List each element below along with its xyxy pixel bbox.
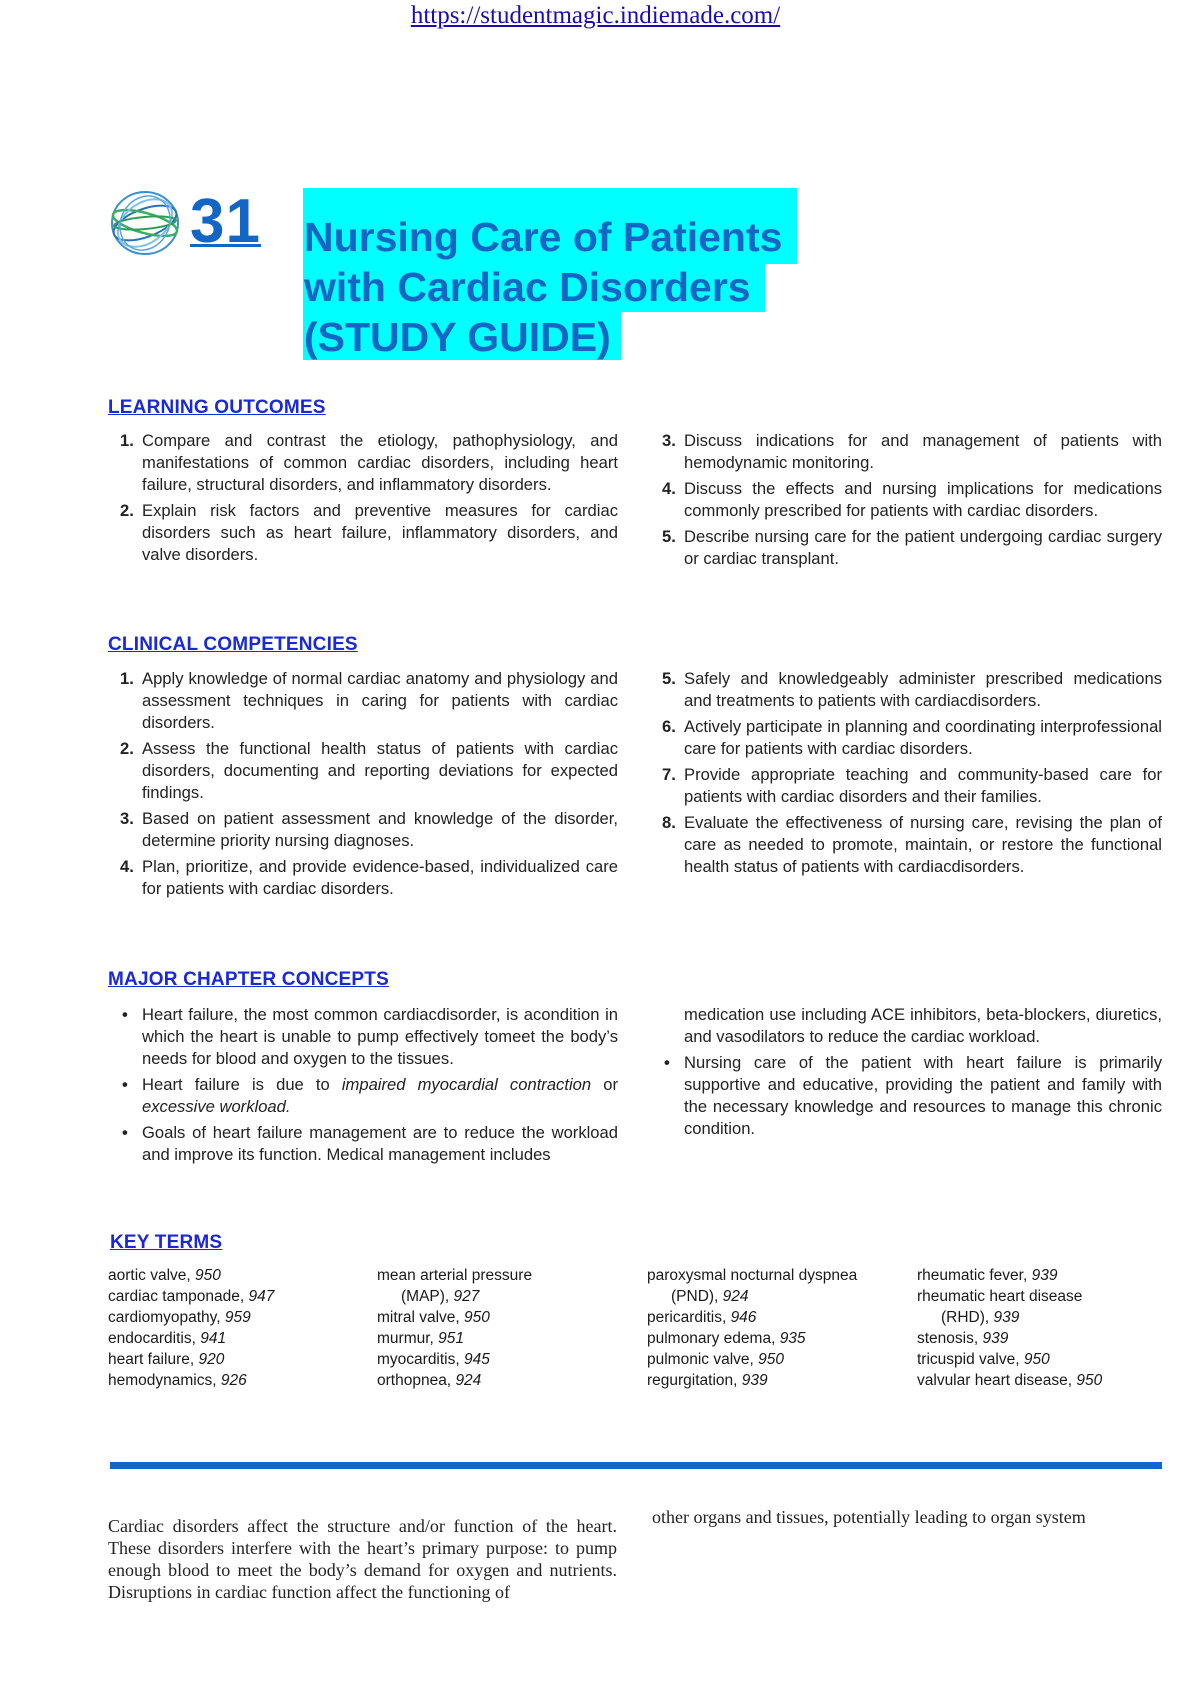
outcome-number: 2.	[120, 501, 134, 520]
concept-text: Goals of heart failure management are to reduce the workload and improve its function. Medical management includes	[142, 1123, 618, 1164]
bullet-icon: •	[664, 1053, 670, 1072]
competency-item	[652, 764, 1162, 808]
key-terms-column-2	[377, 1265, 637, 1391]
clinical-competencies-heading[interactable]: CLINICAL COMPETENCIES	[108, 634, 358, 655]
outcome-item	[652, 430, 1162, 474]
key-term: paroxysmal nocturnal dyspnea	[647, 1267, 858, 1284]
intro-paragraph-left: Cardiac disorders affect the structure and/or function of the heart. These disorders interfere with the heart’s primary purpose: to pump enough blood to meet the body’s demand for oxygen and nutrients. Disruptions in cardiac function affect the functioning of	[108, 1516, 617, 1602]
key-term: hemodynamics, 926	[108, 1372, 247, 1389]
concept-bullet-item	[110, 1074, 618, 1118]
concept-emphasis: excessive workload.	[142, 1097, 291, 1116]
key-term: stenosis, 939	[917, 1330, 1009, 1347]
outcome-text: Discuss indications for and management of patients with hemodynamic monitoring.	[684, 431, 1162, 472]
competency-text: Evaluate the effectiveness of nursing care, revising the plan of care as needed to promote, maintain, or restore the functional health status of patients with cardiacdisorders.	[684, 813, 1162, 876]
outcome-number: 1.	[120, 431, 134, 450]
key-term: (MAP), 927	[401, 1288, 480, 1305]
chapter-title-line: (STUDY GUIDE)	[304, 314, 611, 360]
chapter-title-line: with Cardiac Disorders	[304, 264, 751, 310]
competencies-right-column	[652, 668, 1162, 882]
outcome-text: Discuss the effects and nursing implications for medications commonly prescribed for patients with cardiac disorders.	[684, 479, 1162, 520]
key-terms-column-3	[647, 1265, 907, 1391]
competency-number: 4.	[120, 857, 134, 876]
key-term: pulmonic valve, 950	[647, 1351, 785, 1368]
concept-text: Nursing care of the patient with heart failure is primarily supportive and educative, providing the patient and family with the necessary knowledge and resources to manage this chronic condition.	[684, 1053, 1162, 1138]
key-terms-column-4	[917, 1265, 1162, 1391]
key-term: (RHD), 939	[941, 1309, 1020, 1326]
key-term: pulmonary edema, 935	[647, 1330, 806, 1347]
key-term: (PND), 924	[671, 1288, 749, 1305]
bullet-icon: •	[122, 1005, 128, 1024]
concept-text: Heart failure, the most common cardiacdisorder, is acondition in which the heart is unable to pump effectively tomeet the body’s needs for blood and oxygen to the tissues.	[142, 1005, 618, 1068]
key-term: mitral valve, 950	[377, 1309, 490, 1326]
key-term: cardiomyopathy, 959	[108, 1309, 251, 1326]
key-term: mean arterial pressure	[377, 1267, 533, 1284]
outcome-number: 3.	[662, 431, 676, 450]
competency-number: 6.	[662, 717, 676, 736]
competency-text: Assess the functional health status of patients with cardiac disorders, documenting and reporting deviations for expected findings.	[142, 739, 618, 802]
concept-text: Heart failure is due to	[142, 1075, 342, 1094]
key-term: pericarditis, 946	[647, 1309, 757, 1326]
intro-paragraph-right: other organs and tissues, potentially leading to organ system	[652, 1507, 1086, 1527]
key-term: murmur, 951	[377, 1330, 465, 1347]
chapter-globe-logo-icon	[110, 188, 180, 258]
competencies-left-column	[110, 668, 618, 904]
outcome-number: 5.	[662, 527, 676, 546]
key-term: endocarditis, 941	[108, 1330, 227, 1347]
key-term: aortic valve, 950	[108, 1267, 221, 1284]
section-divider	[110, 1462, 1162, 1469]
outcome-item	[652, 478, 1162, 522]
concept-continuation	[652, 1004, 1162, 1048]
competency-number: 1.	[120, 669, 134, 688]
competency-item	[652, 668, 1162, 712]
competency-item	[110, 808, 618, 852]
key-term: cardiac tamponade, 947	[108, 1288, 275, 1305]
key-terms-column-1	[108, 1265, 368, 1391]
chapter-title	[304, 212, 782, 362]
concept-text: medication use including ACE inhibitors, beta-blockers, diuretics, and vasodilators to reduce the cardiac workload.	[684, 1005, 1162, 1046]
key-term: valvular heart disease, 950	[917, 1372, 1103, 1389]
competency-number: 2.	[120, 739, 134, 758]
outcome-item	[110, 430, 618, 496]
concept-bullet-item	[652, 1052, 1162, 1140]
competency-number: 5.	[662, 669, 676, 688]
learning-outcomes-right-column	[652, 430, 1162, 574]
competency-number: 8.	[662, 813, 676, 832]
competency-text: Plan, prioritize, and provide evidence-based, individualized care for patients with cardiac disorders.	[142, 857, 618, 898]
concept-bullet-item	[110, 1004, 618, 1070]
major-concepts-heading[interactable]: MAJOR CHAPTER CONCEPTS	[108, 969, 389, 990]
competency-text: Provide appropriate teaching and community-based care for patients with cardiac disorders and their families.	[684, 765, 1162, 806]
outcome-text: Compare and contrast the etiology, pathophysiology, and manifestations of common cardiac disorders, including heart failure, structural disorders, and inflammatory disorders.	[142, 431, 618, 494]
learning-outcomes-left-column	[110, 430, 618, 570]
competency-text: Apply knowledge of normal cardiac anatomy and physiology and assessment techniques in caring for patients with cardiac disorders.	[142, 669, 618, 732]
competency-item	[652, 716, 1162, 760]
key-term: rheumatic fever, 939	[917, 1267, 1058, 1284]
concepts-left-column	[110, 1004, 618, 1170]
key-term: heart failure, 920	[108, 1351, 225, 1368]
concept-emphasis: impaired myocardial contraction	[341, 1075, 592, 1094]
outcome-item	[110, 500, 618, 566]
chapter-title-line: Nursing Care of Patients	[304, 214, 783, 260]
key-term: rheumatic heart disease	[917, 1288, 1083, 1305]
competency-item	[652, 812, 1162, 878]
competency-item	[110, 856, 618, 900]
competency-text: Based on patient assessment and knowledge of the disorder, determine priority nursing diagnoses.	[142, 809, 618, 850]
key-term: regurgitation, 939	[647, 1372, 768, 1389]
chapter-number[interactable]: 31	[190, 187, 261, 256]
outcome-text: Describe nursing care for the patient undergoing cardiac surgery or cardiac transplant.	[684, 527, 1162, 568]
outcome-text: Explain risk factors and preventive measures for cardiac disorders such as heart failure, inflammatory disorders, and valve disorders.	[142, 501, 618, 564]
key-term: tricuspid valve, 950	[917, 1351, 1050, 1368]
concept-bullet-item	[110, 1122, 618, 1166]
competency-item	[110, 668, 618, 734]
competency-item	[110, 738, 618, 804]
competency-text: Safely and knowledgeably administer prescribed medications and treatments to patients with cardiacdisorders.	[684, 669, 1162, 710]
bullet-icon: •	[122, 1123, 128, 1142]
outcome-item	[652, 526, 1162, 570]
concept-text: or	[591, 1075, 618, 1094]
competency-number: 3.	[120, 809, 134, 828]
bullet-icon: •	[122, 1075, 128, 1094]
key-term: orthopnea, 924	[377, 1372, 482, 1389]
learning-outcomes-heading[interactable]: LEARNING OUTCOMES	[108, 397, 326, 418]
key-terms-heading[interactable]: KEY TERMS	[110, 1232, 223, 1253]
competency-text: Actively participate in planning and coordinating interprofessional care for patients with cardiac disorders.	[684, 717, 1162, 758]
source-url-link[interactable]: https://studentmagic.indiemade.com/	[410, 2, 781, 29]
outcome-number: 4.	[662, 479, 676, 498]
concepts-right-column	[652, 1004, 1162, 1144]
key-term: myocarditis, 945	[377, 1351, 490, 1368]
competency-number: 7.	[662, 765, 676, 784]
